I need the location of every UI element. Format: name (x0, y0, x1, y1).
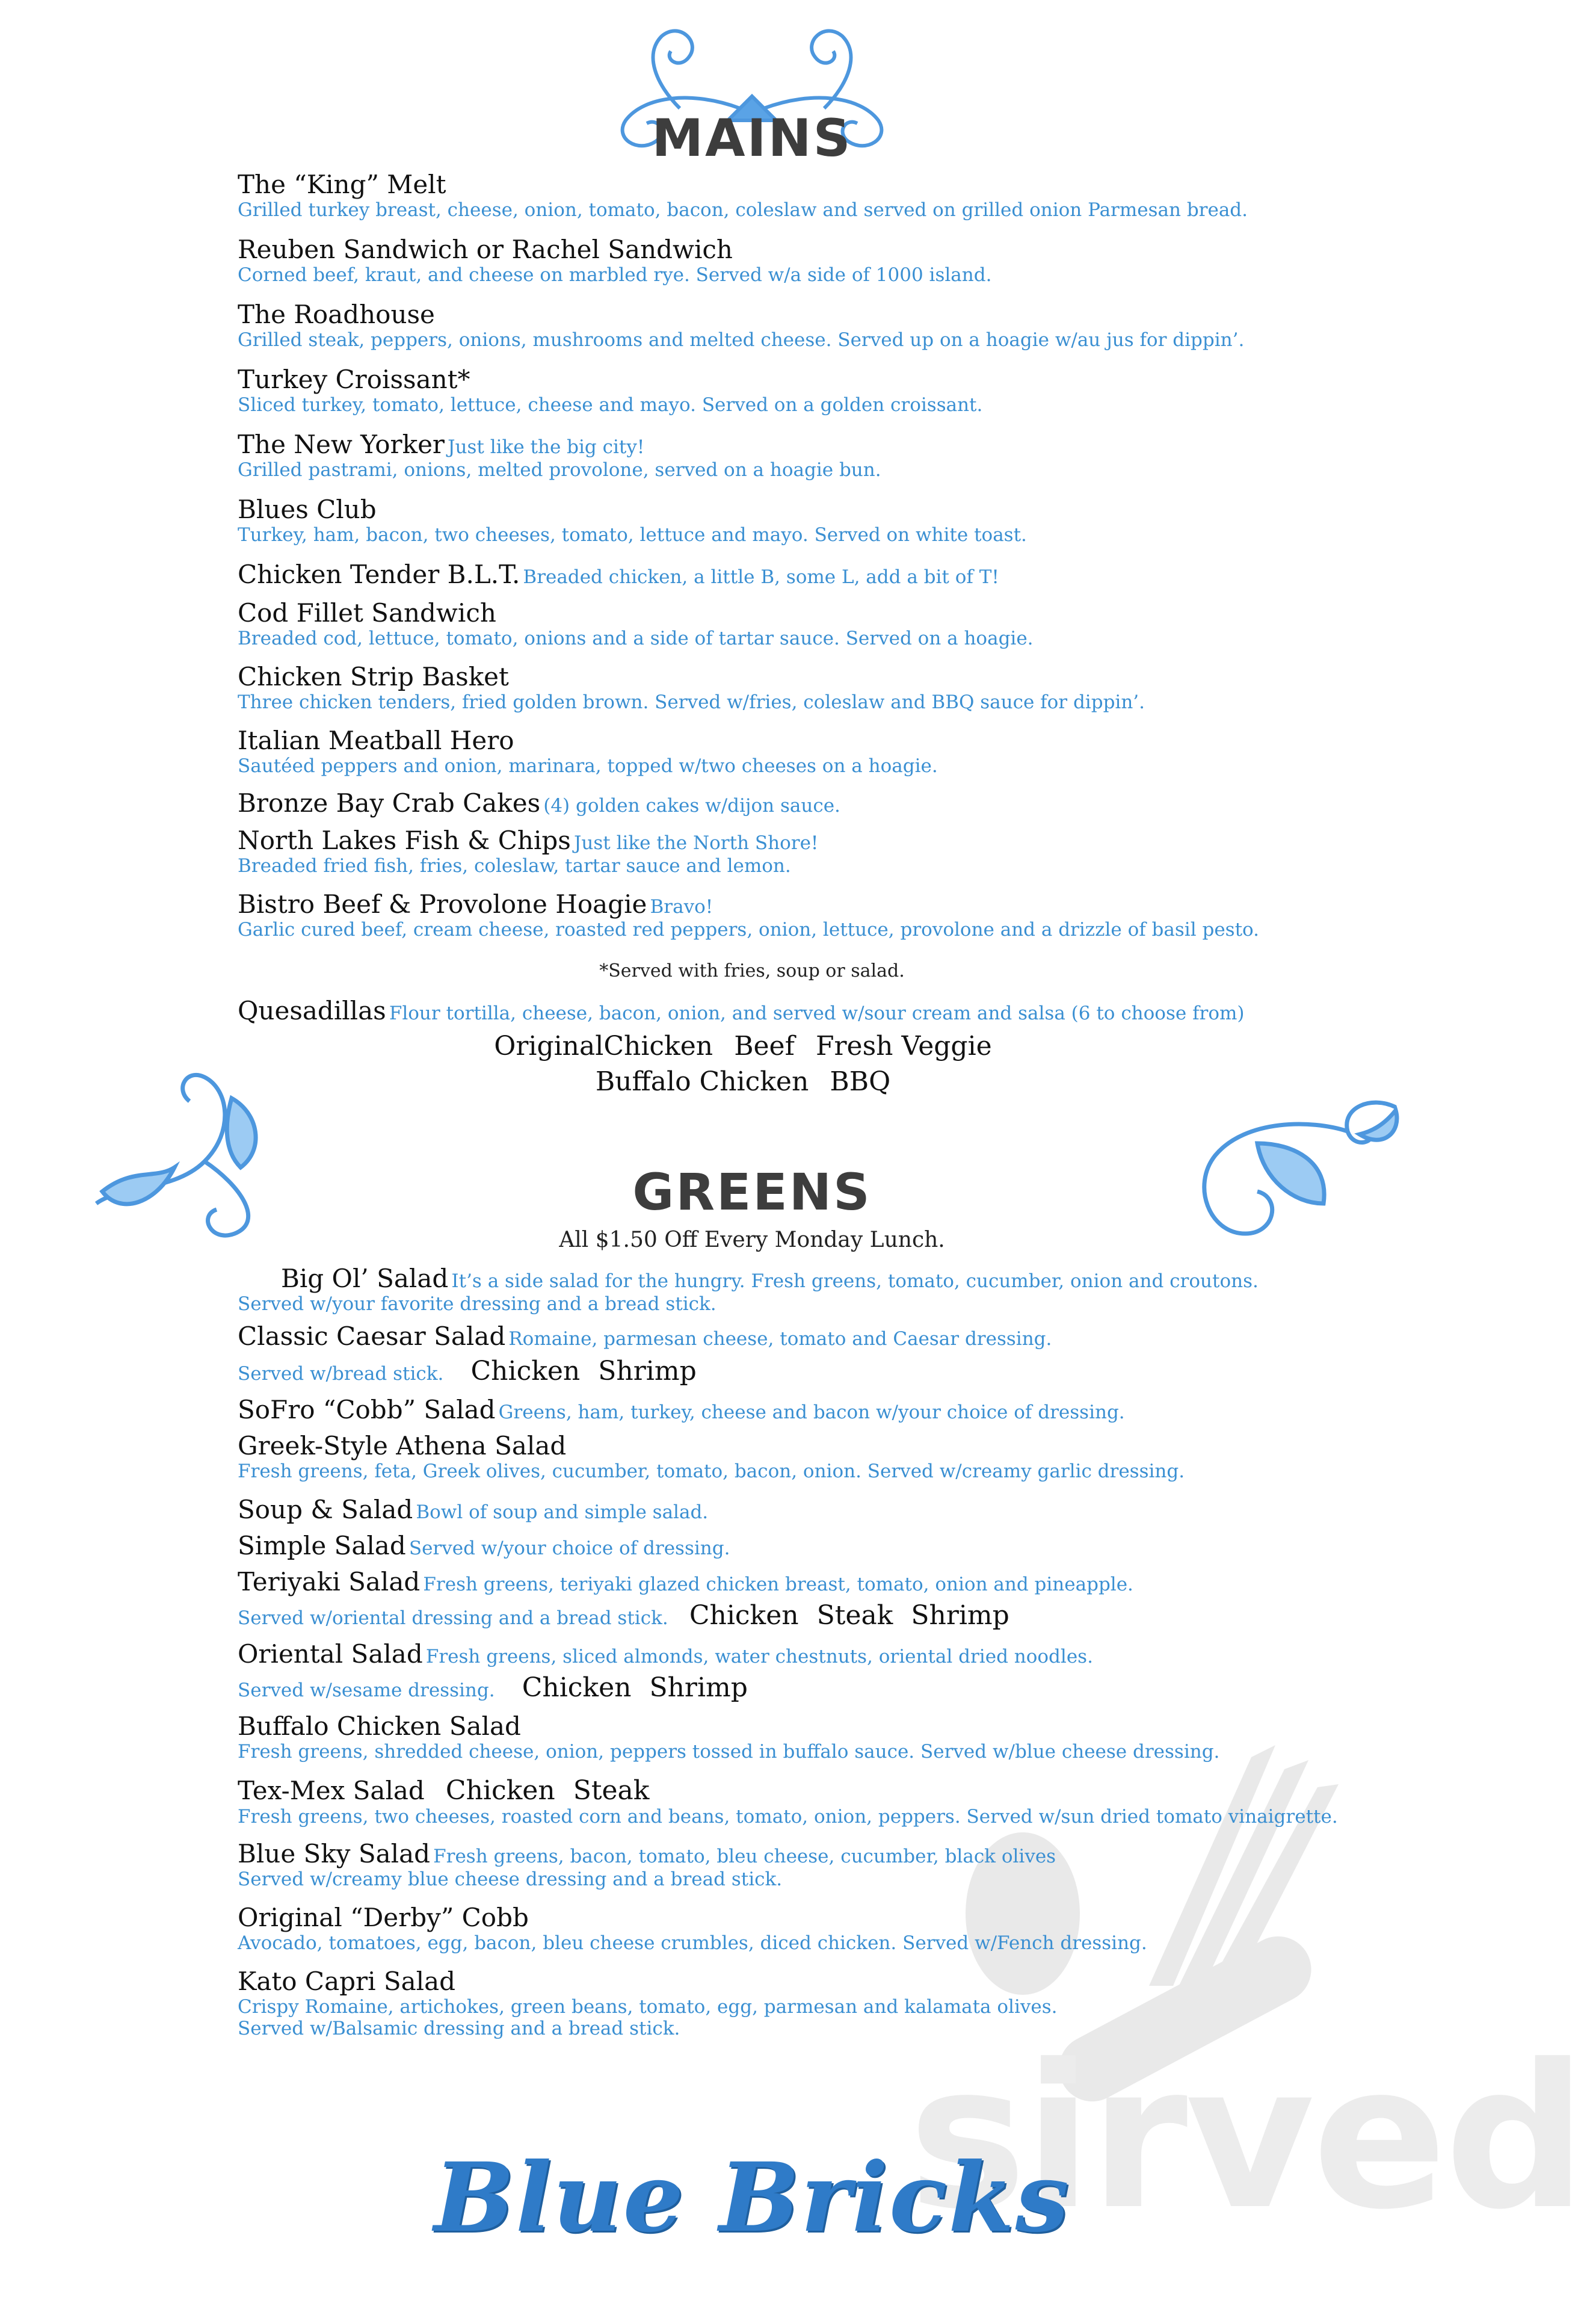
menu-item (238, 430, 1381, 495)
option-choice: Chicken (689, 1600, 799, 1631)
option-choice: Shrimp (911, 1600, 1009, 1631)
item-name: Turkey Croissant* (238, 365, 470, 394)
option-choice: Fresh Veggie (815, 1031, 992, 1062)
item-description: Three chicken tenders, fried golden brown. Served w/fries, coleslaw and BBQ sauce for dippin’. (238, 691, 1145, 713)
item-tagline: Fresh greens, bacon, tomato, bleu cheese, cucumber, black olives (433, 1846, 1056, 1867)
item-name: Original “Derby” Cobb (238, 1903, 529, 1932)
item-description: Served w/bread stick. (238, 1363, 444, 1385)
item-name: Kato Capri Salad (238, 1967, 456, 1996)
item-description: Grilled turkey breast, cheese, onion, tomato, bacon, coleslaw and served on grilled onion Parmesan bread. (238, 199, 1248, 221)
option-choice: Steak (816, 1600, 893, 1631)
item-tagline: Breaded chicken, a little B, some L, add a bit of T! (523, 566, 999, 588)
item-description: Served w/creamy blue cheese dressing and a bread stick. (238, 1868, 783, 1890)
menu-item (238, 826, 1381, 889)
menu-item (238, 1395, 1411, 1431)
greens-heading: GREENS (632, 1163, 872, 1222)
item-tagline: Fresh greens, sliced almonds, water chestnuts, oriental dried noodles. (425, 1646, 1093, 1667)
item-description: Sliced turkey, tomato, lettuce, cheese and mayo. Served on a golden croissant. (238, 394, 983, 416)
item-name: Bronze Bay Crab Cakes (238, 788, 541, 818)
item-description: Avocado, tomatoes, egg, bacon, bleu cheese crumbles, diced chicken. Served w/Fench dressing. (238, 1932, 1147, 1954)
item-name: SoFro “Cobb” Salad (238, 1395, 496, 1424)
menu-item (238, 495, 1381, 560)
greens-list (238, 1264, 1411, 2057)
item-name: Chicken Tender B.L.T. (238, 560, 520, 589)
menu-item (238, 1639, 1411, 1711)
menu-item (238, 1431, 1411, 1495)
item-description: Grilled steak, peppers, onions, mushrooms and melted cheese. Served up on a hoagie w/au jus for dippin’. (238, 329, 1245, 351)
menu-item (238, 235, 1381, 300)
mains-footnote: *Served with fries, soup or salad. (599, 960, 905, 981)
menu-item (238, 300, 1381, 365)
item-tagline: Romaine, parmesan cheese, tomato and Caesar dressing. (508, 1328, 1052, 1350)
item-name: Simple Salad (238, 1531, 406, 1560)
option-choice: Shrimp (598, 1356, 697, 1386)
item-name: Greek-Style Athena Salad (238, 1431, 567, 1460)
item-tagline: Fresh greens, teriyaki glazed chicken breast, tomato, onion and pineapple. (423, 1574, 1133, 1595)
item-name: The Roadhouse (238, 300, 435, 329)
menu-item (238, 788, 1381, 826)
item-name: The “King” Melt (238, 170, 446, 199)
menu-item (238, 1775, 1411, 1839)
item-description: Garlic cured beef, cream cheese, roasted red peppers, onion, lettuce, provolone and a drizzle of basil pesto. (238, 919, 1260, 941)
item-tagline: (4) golden cakes w/dijon sauce. (543, 795, 840, 817)
item-tagline: Just like the North Shore! (573, 832, 819, 854)
item-description: Grilled pastrami, onions, melted provolone, served on a hoagie bun. (238, 459, 881, 481)
item-description: Fresh greens, feta, Greek olives, cucumber, tomato, bacon, onion. Served w/creamy garlic dressing. (238, 1460, 1185, 1482)
menu-item (238, 1903, 1411, 1967)
item-description: Served w/sesame dressing. (238, 1680, 495, 1701)
item-name: North Lakes Fish & Chips (238, 826, 571, 855)
option-choice: Chicken (522, 1672, 632, 1703)
menu-item (238, 1567, 1411, 1639)
menu-item (238, 1321, 1411, 1395)
menu-item (238, 1967, 1411, 2057)
item-name: Tex-Mex Salad (238, 1776, 425, 1805)
option-choice: Shrimp (649, 1672, 748, 1703)
item-name: Teriyaki Salad (238, 1567, 421, 1596)
option-choice: Buffalo Chicken (595, 1066, 809, 1097)
item-description: Breaded fried fish, fries, coleslaw, tartar sauce and lemon. (238, 855, 791, 877)
item-tagline: Bowl of soup and simple salad. (416, 1501, 709, 1523)
option-choice: OriginalChicken (494, 1031, 713, 1062)
item-name: Soup & Salad (238, 1495, 413, 1524)
menu-item (238, 170, 1381, 235)
item-tagline: Flour tortilla, cheese, bacon, onion, and served w/sour cream and salsa (6 to choose from) (389, 1003, 1245, 1024)
item-description: Fresh greens, two cheeses, roasted corn and beans, tomato, onion, peppers. Served w/sun dried tomato vinaigrette. (238, 1806, 1338, 1828)
item-name: Classic Caesar Salad (238, 1321, 506, 1351)
item-tagline: It’s a side salad for the hungry. Fresh greens, tomato, cucumber, onion and croutons. (451, 1270, 1259, 1292)
option-choice: Beef (734, 1031, 795, 1062)
item-tagline: Served w/your choice of dressing. (408, 1537, 730, 1559)
mains-list (238, 170, 1381, 952)
item-description: Turkey, ham, bacon, two cheeses, tomato, lettuce and mayo. Served on white toast. (238, 524, 1027, 546)
menu-item (238, 1711, 1411, 1775)
menu-item (238, 598, 1381, 662)
item-name: Big Ol’ Salad (281, 1264, 449, 1293)
item-name: The New Yorker (238, 430, 445, 459)
item-tagline: Bravo! (650, 896, 713, 918)
menu-item (238, 1495, 1411, 1531)
menu-item (238, 1839, 1411, 1903)
item-name: Buffalo Chicken Salad (238, 1711, 521, 1741)
item-name: Quesadillas (238, 996, 386, 1025)
item-description: Crispy Romaine, artichokes, green beans, tomato, egg, parmesan and kalamata olives. Served w/Balsamic dressing and a bread stick. (238, 1996, 1058, 2039)
item-name: Chicken Strip Basket (238, 662, 509, 691)
item-description: Served w/oriental dressing and a bread stick. (238, 1607, 668, 1629)
greens-subheading: All $1.50 Off Every Monday Lunch. (559, 1228, 945, 1252)
item-name: Oriental Salad (238, 1639, 423, 1669)
quesadillas-item (238, 996, 1381, 1025)
item-tagline: Just like the big city! (448, 436, 645, 458)
menu-item (238, 889, 1381, 952)
menu-item (238, 365, 1381, 430)
item-description: Corned beef, kraut, and cheese on marbled rye. Served w/a side of 1000 island. (238, 264, 992, 286)
menu-item (238, 726, 1381, 788)
item-tagline: Greens, ham, turkey, cheese and bacon w/your choice of dressing. (498, 1402, 1125, 1423)
menu-item (238, 560, 1381, 598)
mains-heading: MAINS (652, 108, 852, 168)
option-choice: Steak (573, 1775, 650, 1806)
item-name: Bistro Beef & Provolone Hoagie (238, 889, 647, 919)
item-name: Cod Fillet Sandwich (238, 598, 496, 628)
option-choice: Chicken (445, 1775, 555, 1806)
item-description: Fresh greens, shredded cheese, onion, peppers tossed in buffalo sauce. Served w/blue cheese dressing. (238, 1741, 1220, 1763)
option-choice: BBQ (830, 1066, 891, 1097)
item-description: Sautéed peppers and onion, marinara, topped w/two cheeses on a hoagie. (238, 755, 938, 777)
option-choice: Chicken (470, 1356, 581, 1386)
menu-item (238, 662, 1381, 726)
brand-logo: Blue Bricks (434, 2142, 1070, 2254)
item-name: Italian Meatball Hero (238, 726, 514, 755)
item-name: Blue Sky Salad (238, 1839, 431, 1868)
quesadilla-options-row1 (0, 1031, 1504, 1062)
item-name: Reuben Sandwich or Rachel Sandwich (238, 235, 733, 264)
item-description: Served w/your favorite dressing and a bread stick. (238, 1293, 716, 1315)
menu-item (238, 1264, 1411, 1321)
menu-item (238, 1531, 1411, 1567)
item-name: Blues Club (238, 495, 377, 524)
watermark-text: sirved (908, 2022, 1584, 2253)
item-description: Breaded cod, lettuce, tomato, onions and a side of tartar sauce. Served on a hoagie. (238, 628, 1034, 649)
